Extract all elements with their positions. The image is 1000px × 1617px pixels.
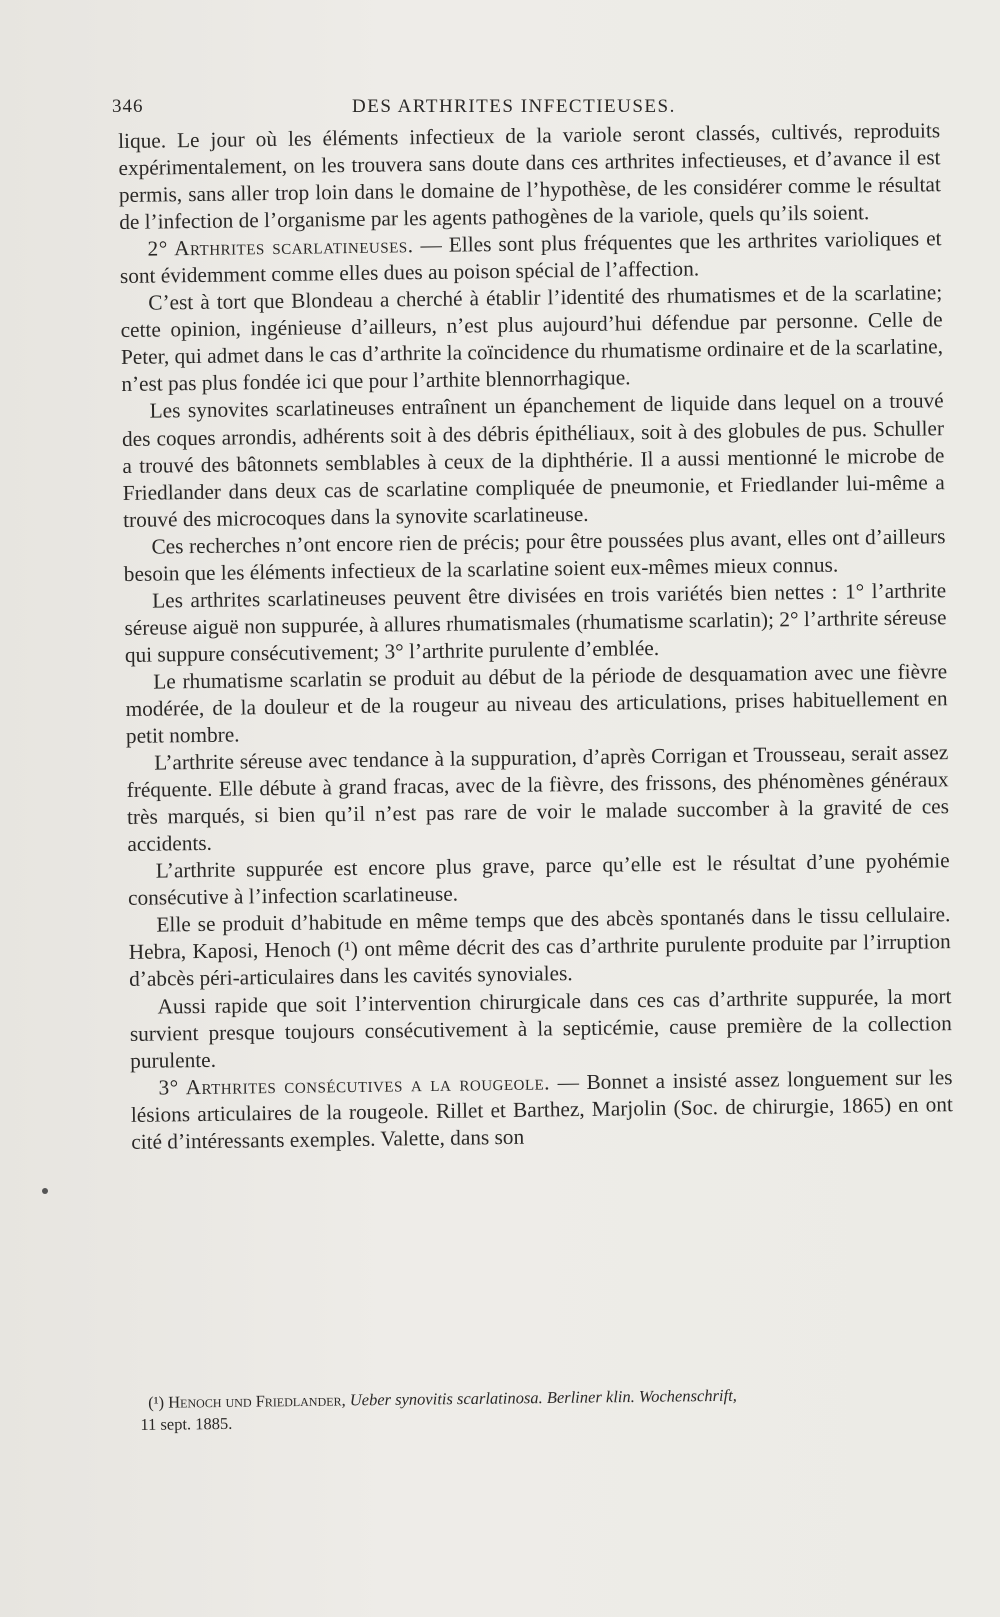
footnote-title: Ueber synovitis scarlatinosa. Berliner klin. Wochenschrift, — [349, 1385, 737, 1410]
running-head: DES ARTHRITES INFECTIEUSES. — [352, 96, 676, 117]
section-arthrites-rougeole — [130, 1064, 953, 1156]
section-heading: 3° Arthrites consécutives a la rougeole. — [158, 1070, 551, 1100]
paragraph-varietes: Les arthrites scarlatineuses peuvent être divisées en trois variétés bien nettes : 1° l’arthrite séreuse aiguë non suppurée, à allures rhumatismales (rhumatisme scarlatin); 2° l’arthrite séreuse qui suppure consécutivement; 3° l’arthrite purulente d’emblée. — [124, 577, 947, 667]
paragraph-blondeau: C’est à tort que Blondeau a cherché à établir l’identité des rhumatismes et de la scarlatine; cette opinion, ingénieuse d’ailleurs, n’est plus aujourd’hui défendue par personne. Celle de Peter, qui admet dans le cas d’arthrite la coïncidence du rhumatisme ordinaire et de la scarlatine, n’est pas plus fondée ici que pour l’arthite blennorrhagique. — [120, 280, 944, 397]
paragraph-synovites: Les synovites scarlatineuses entraînent un épanchement de liquide dans lequel on a trouvé des coques arrondis, adhérents soit à des débris épithéliaux, soit à des globules de pus. Schuller a trouvé des bâtonnets semblables à ceux de la diphthérie. Il a aussi mentionné le microbe de Friedlander dans deux cas de scarlatine compliquée de pneumonie, et Friedlander lui-même a trouvé des microcoques dans la synovite scarlatineuse. — [121, 388, 945, 532]
paragraph-intervention: Aussi rapide que soit l’intervention chirurgicale dans ces cas d’arthrite suppurée, la mort survient presque toujours consécutivement à la septicémie, cause première de la collection purulente. — [129, 983, 952, 1073]
footnote-marker: (¹) — [148, 1392, 165, 1412]
footnote-date: 11 sept. 1885. — [140, 1413, 233, 1434]
footnote-authors: Henoch und Friedlander, — [168, 1390, 346, 1412]
paragraph-recherches: Ces recherches n’ont encore rien de précis; pour être poussées plus avant, elles ont d’ailleurs besoin que les éléments infectieux de la scarlatine soient eux-mêmes mieux connus. — [123, 523, 946, 586]
section-heading: 2° Arthrites scarlatineuses. — [147, 233, 414, 261]
page-number: 346 — [112, 96, 144, 117]
page-header — [112, 96, 912, 122]
footnotes — [140, 1382, 940, 1436]
paragraph-rhumatisme: Le rhumatisme scarlatin se produit au début de la période de desquamation avec une fièvre modérée, de la douleur et de la rougeur au niveau des articulations, prises habituellement en petit nombre. — [125, 659, 948, 748]
paragraph-variole-end: lique. Le jour où les éléments infectieux de la variole seront classés, cultivés, reproduits expérimentalement, on les trouvera sans doute dans ces arthrites infectieuses, et d’avance il est permis, sans aller trop loin dans le domaine de l’hypothèse, de les considérer comme le résultat de l’infection de l’organisme par les agents pathogènes de la variole, quels qu’ils soient. — [118, 118, 941, 235]
ink-speck — [42, 1188, 48, 1194]
paragraph-arthrite-suppuree: L’arthrite suppurée est encore plus grave, parce qu’elle est le résultat d’une pyohémie consécutive à l’infection scarlatineuse. — [127, 848, 950, 911]
section-text: — Elles sont plus fréquentes que les arthrites varioliques et sont évidemment comme elles dues au poison spécial de l’affection. — [119, 226, 942, 289]
paragraph-abces: Elle se produit d’habitude en même temps que des abcès spontanés dans le tissu cellulaire. Hebra, Kaposi, Henoch (¹) ont même décrit des cas d’arthrite purulente produite par l’irruption d’abcès péri-articulaires dans les cavités synoviales. — [128, 902, 951, 992]
section-text: — Bonnet a insisté assez longuement sur les lésions articulaires de la rougeole. Rillet et Barthez, Marjolin (Soc. de chirurgie, 1865) en ont cité d’intéressants exemples. Valette, dans son — [130, 1064, 954, 1154]
paragraph-arthrite-sereuse: L’arthrite séreuse avec tendance à la suppuration, d’après Corrigan et Trousseau, serait assez fréquente. Elle débute à grand fracas, avec de la fièvre, des frissons, des phénomènes généraux très marqués, si bien qu’il n’est pas rare de voir le malade succomber à la gravité de ces accidents. — [126, 740, 950, 857]
body-text — [118, 117, 953, 1155]
footnote-1 — [140, 1382, 940, 1436]
